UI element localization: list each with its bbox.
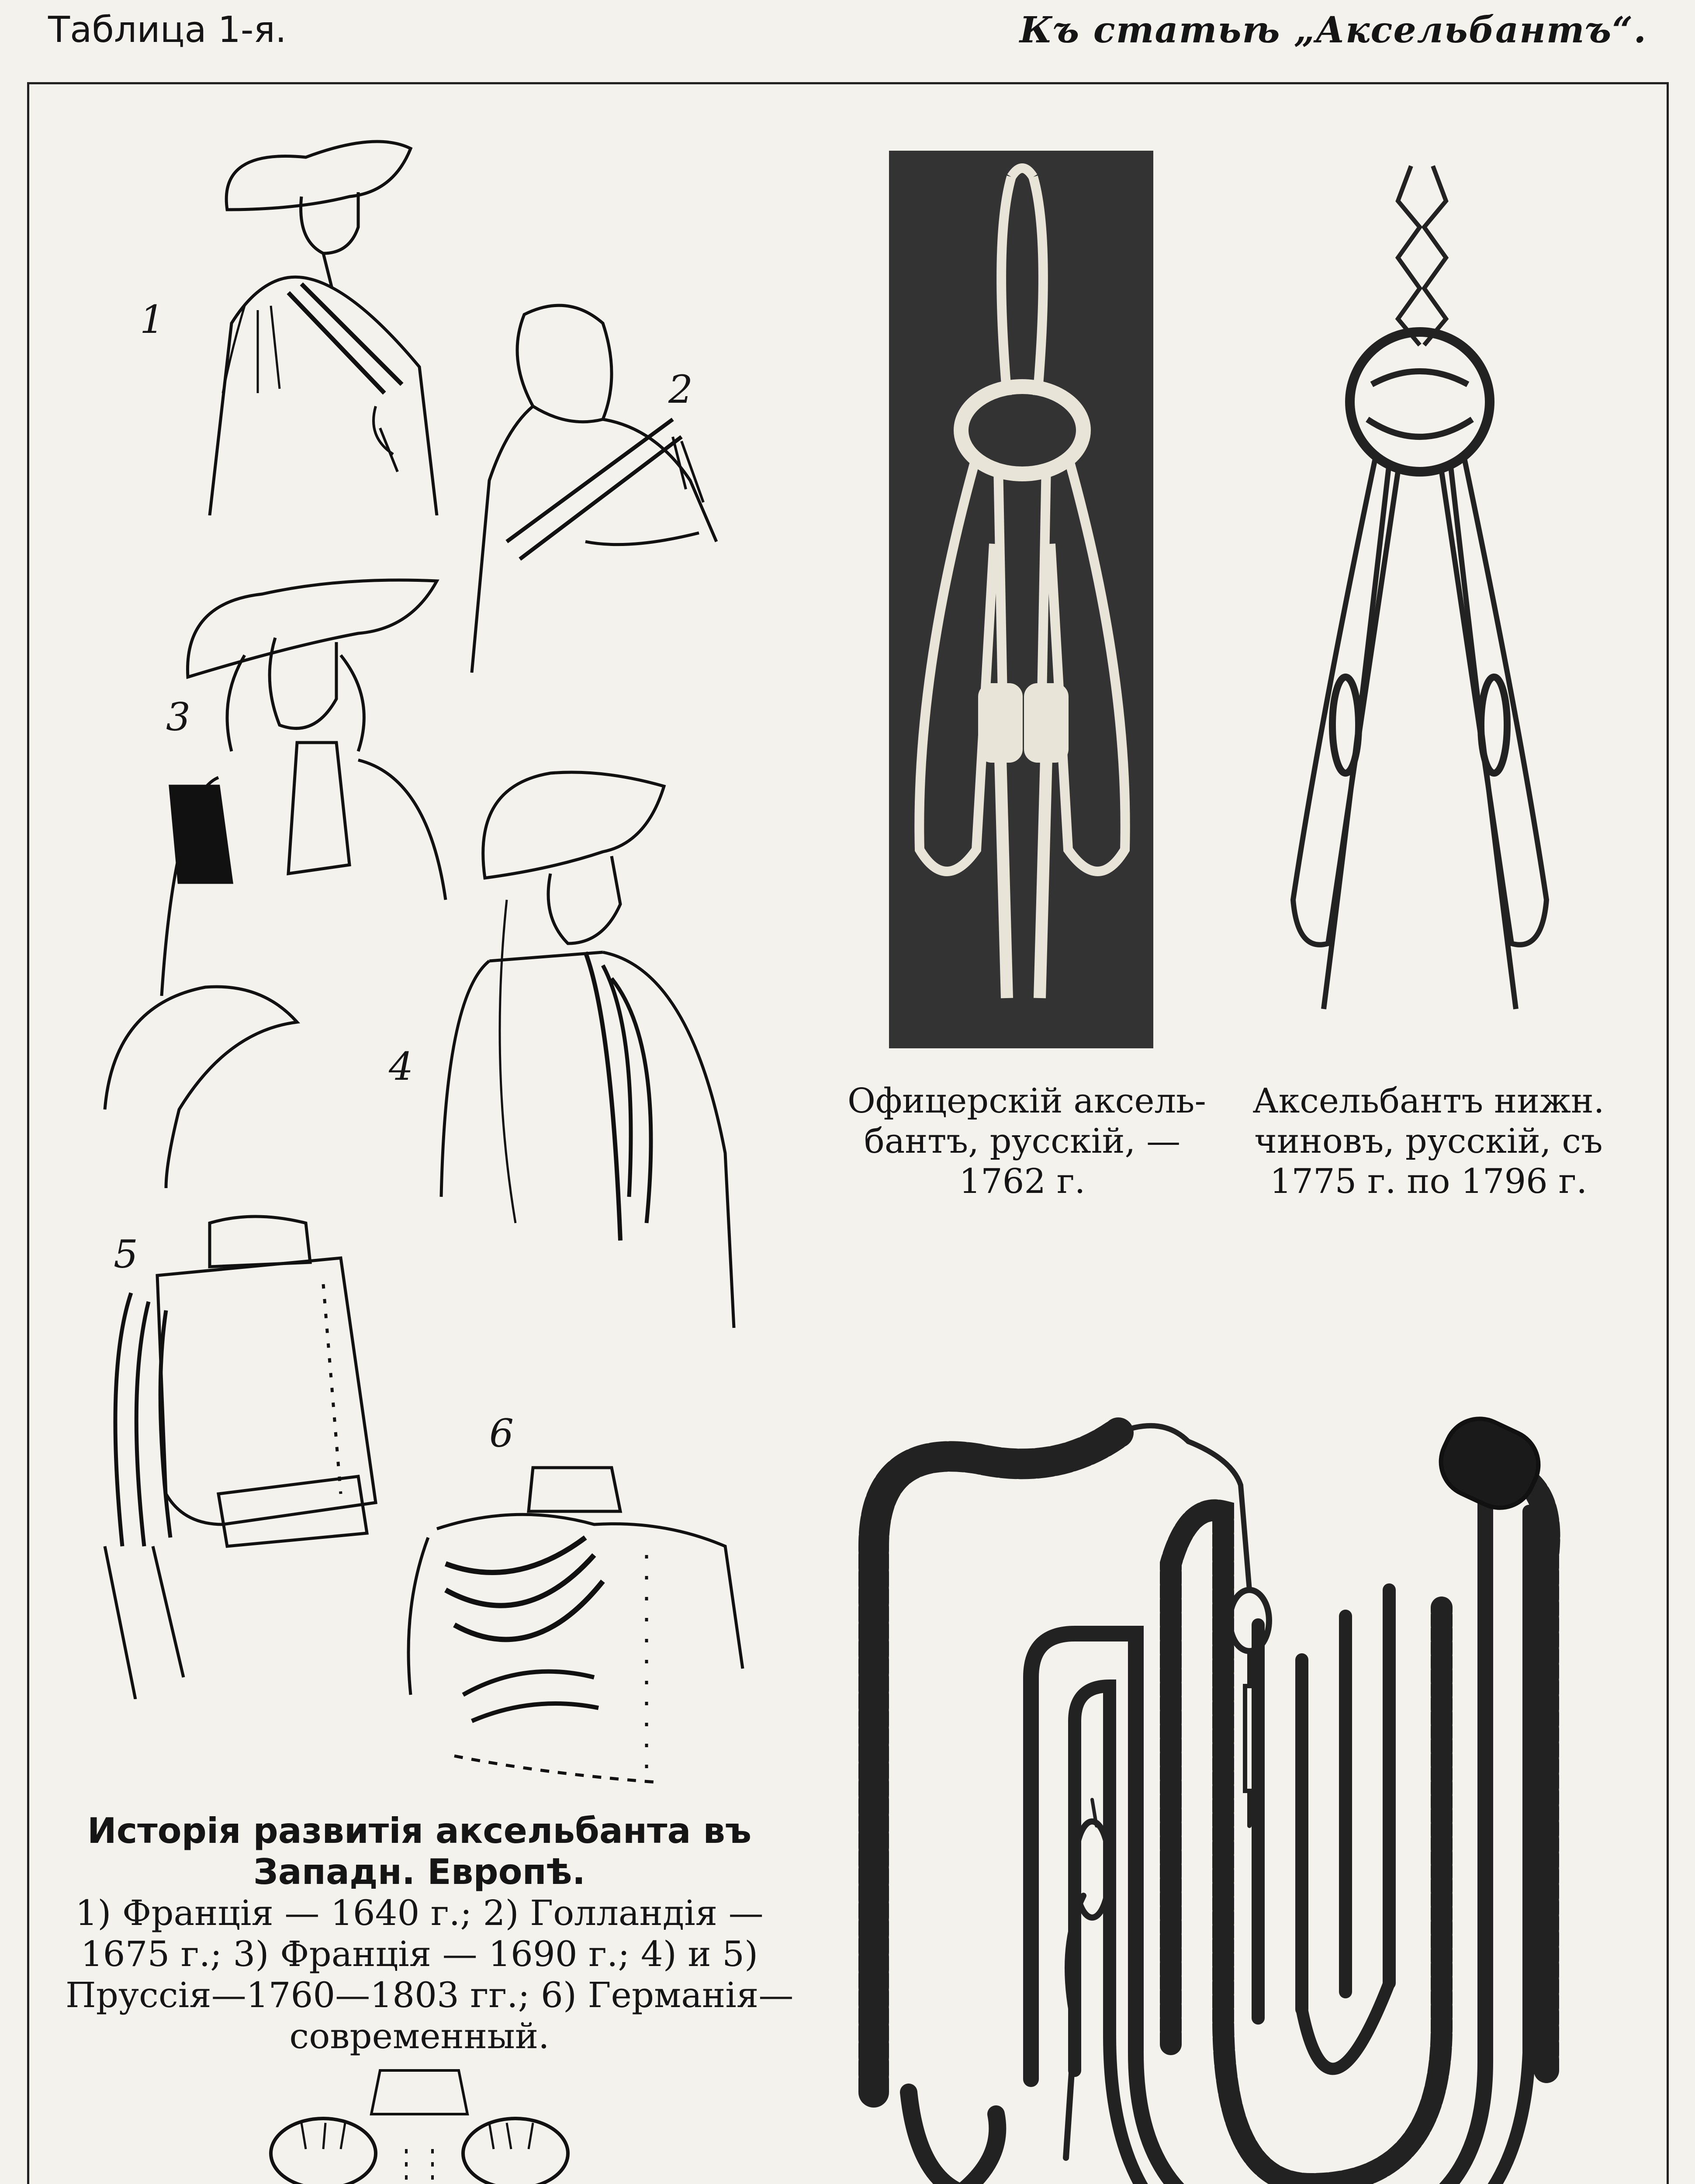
- figure-3-illustration: [131, 568, 463, 996]
- modern-aiguillette-illustration: [848, 1415, 1616, 2184]
- history-text-line-1: 1) Франція — 1640 г.; 2) Голландія —: [75, 1893, 764, 1933]
- figure-number-2: 2: [668, 367, 693, 412]
- lower-ranks-aiguillette-illustration: [1267, 157, 1573, 1031]
- article-reference: Къ статьѣ „Аксельбантъ“.: [1020, 9, 1647, 51]
- history-text-line-4: современный.: [289, 2016, 550, 2056]
- figure-number-5: 5: [114, 1232, 138, 1277]
- history-caption: [66, 1811, 794, 2057]
- lower-ranks-aiguillette-caption: [1241, 1081, 1616, 1202]
- lower-ranks-caption-line-2: чиновъ, русскій, съ: [1254, 1122, 1603, 1161]
- figure-number-4: 4: [389, 1044, 413, 1089]
- lower-ranks-caption-line-3: 1775 г. по 1796 г.: [1270, 1162, 1588, 1201]
- figure-6-illustration: [384, 1450, 769, 1791]
- officer-aiguillette-caption: [848, 1081, 1206, 1202]
- lower-ranks-caption-line-1: Аксельбантъ нижн.: [1252, 1082, 1605, 1121]
- figure-number-6: 6: [489, 1411, 514, 1456]
- history-title-line-2: Западн. Европѣ.: [253, 1852, 586, 1892]
- figure-4-illustration: [419, 760, 751, 1354]
- officer-caption-line-1: Офицерскій аксель-: [848, 1082, 1206, 1121]
- figure-number-3: 3: [166, 695, 190, 740]
- figure-number-1: 1: [140, 297, 164, 342]
- russia-uniform-illustration: [262, 2062, 577, 2184]
- figure-2-illustration: [454, 297, 760, 673]
- officer-caption-line-2: бантъ, русскій, —: [864, 1122, 1181, 1161]
- officer-aiguillette-photo: [889, 151, 1153, 1048]
- officer-caption-line-3: 1762 г.: [959, 1162, 1086, 1201]
- figure-5-illustration: [79, 978, 393, 1699]
- history-text-line-2: 1675 г.; 3) Франція — 1690 г.; 4) и 5): [80, 1934, 758, 1974]
- table-number: Таблица 1-я.: [48, 9, 287, 51]
- history-title-line-1: Исторія развитія аксельбанта въ: [87, 1811, 752, 1851]
- history-text-line-3: Пруссія—1760—1803 гг.; 6) Германія—: [66, 1975, 794, 2015]
